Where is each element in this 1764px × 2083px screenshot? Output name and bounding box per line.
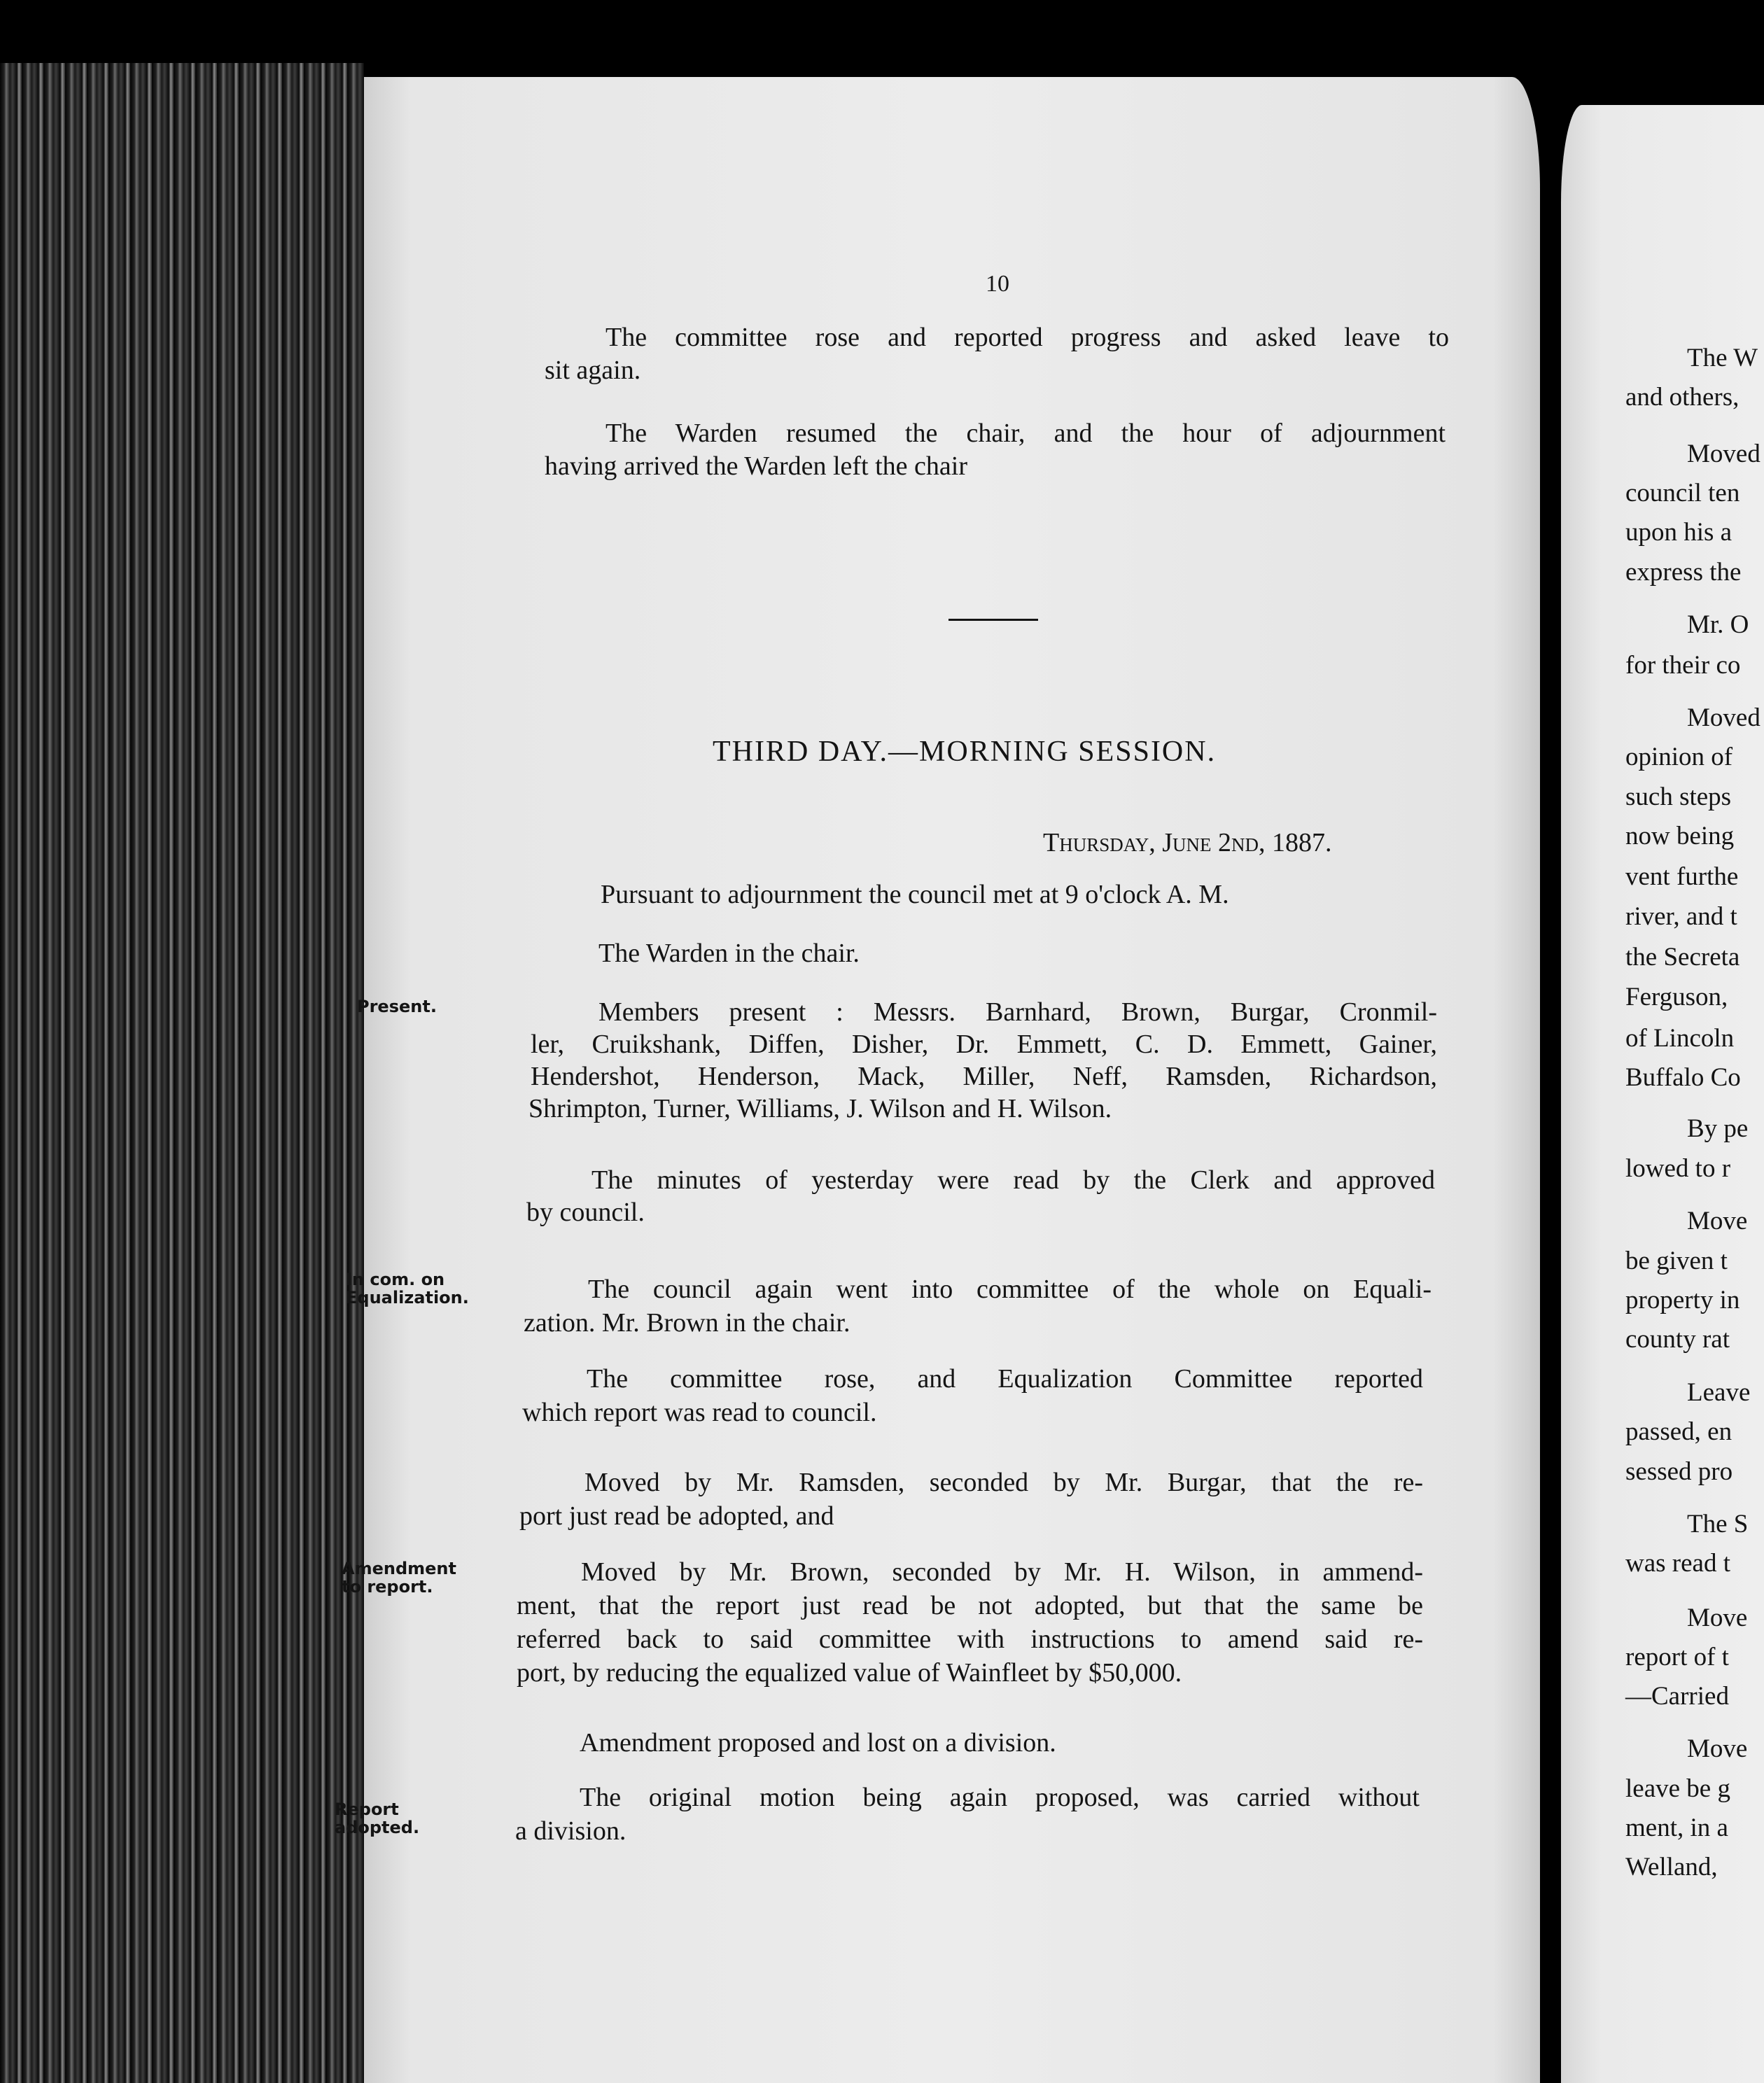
book-edge-pages <box>0 63 364 2083</box>
right-page-line: —Carried <box>1625 1682 1729 1711</box>
right-page-line: opinion of <box>1625 743 1733 771</box>
paragraph-report-read-line-2: which report was read to council. <box>522 1398 877 1427</box>
right-page-line: Welland, <box>1625 1853 1718 1881</box>
paragraph-pursuant: Pursuant to adjournment the council met at 9 o'clock A. M. <box>601 880 1229 909</box>
paragraph-amendment-line-2: ment, that the report just read be not adopted, but that the same be <box>517 1591 1423 1620</box>
section-divider <box>948 619 1038 621</box>
right-page-line: vent furthe <box>1625 862 1739 891</box>
paragraph-equalization-line-2: zation. Mr. Brown in the chair. <box>524 1308 850 1338</box>
paragraph-amendment-lost: Amendment proposed and lost on a division. <box>580 1728 1056 1758</box>
right-page-line: leave be g <box>1625 1774 1730 1803</box>
right-page-line: The S <box>1687 1510 1749 1538</box>
right-page-line: upon his a <box>1625 518 1732 547</box>
paragraph-amendment-line-1: Moved by Mr. Brown, seconded by Mr. H. Wilson, in ammend- <box>581 1557 1423 1587</box>
right-page-line: Moved <box>1687 703 1760 732</box>
right-page-line: ment, in a <box>1625 1814 1728 1842</box>
paragraph-members-line-2: ler, Cruikshank, Diffen, Disher, Dr. Emmett, C. D. Emmett, Gainer, <box>531 1030 1437 1059</box>
right-page-line: of Lincoln <box>1625 1024 1735 1053</box>
right-page-line: the Secreta <box>1625 943 1740 972</box>
right-page-line: and others, <box>1625 383 1740 412</box>
right-page-line: sessed pro <box>1625 1457 1733 1486</box>
right-page-line: Move <box>1687 1604 1748 1632</box>
right-page-line: Move <box>1687 1207 1748 1235</box>
paragraph-amendment-line-3: referred back to said committee with instructions to amend said re- <box>517 1625 1423 1654</box>
paragraph-original-motion-line-2: a division. <box>515 1816 626 1846</box>
margin-note-equalization: In com. on Equalization. <box>346 1270 469 1307</box>
paragraph-original-motion-line-1: The original motion being again proposed, was carried without <box>580 1783 1420 1812</box>
right-page-line: The W <box>1687 344 1758 372</box>
paragraph-amendment-line-4: port, by reducing the equalized value of Wainfleet by $50,000. <box>517 1658 1182 1688</box>
paragraph-minutes-line-2: by council. <box>526 1198 645 1227</box>
right-page-line: now being <box>1625 822 1735 850</box>
margin-note-report-adopted: Report adopted. <box>335 1800 420 1837</box>
right-page-line: Move <box>1687 1734 1748 1763</box>
right-page-line: council ten <box>1625 479 1740 507</box>
paragraph-motion-adopt-line-2: port just read be adopted, and <box>519 1501 834 1531</box>
paragraph-warden-in-chair: The Warden in the chair. <box>598 939 860 968</box>
right-page-line: Leave <box>1687 1378 1751 1407</box>
paragraph-report-read-line-1: The committee rose, and Equalization Committee reported <box>587 1364 1423 1394</box>
paragraph-committee-rose-line-1: The committee rose and reported progress and asked leave to <box>606 323 1449 352</box>
paragraph-warden-resumed-line-1: The Warden resumed the chair, and the hour of adjournment <box>606 419 1446 448</box>
right-page-line: Ferguson, <box>1625 983 1728 1011</box>
paragraph-minutes-line-1: The minutes of yesterday were read by the Clerk and approved <box>592 1165 1435 1195</box>
right-page-line: such steps <box>1625 783 1732 811</box>
right-page-line: was read t <box>1625 1549 1730 1578</box>
page-number: 10 <box>986 271 1009 297</box>
right-page-line: Buffalo Co <box>1625 1063 1741 1092</box>
section-heading: THIRD DAY.—MORNING SESSION. <box>713 736 1217 768</box>
paragraph-members-line-1: Members present : Messrs. Barnhard, Brown, Burgar, Cronmil- <box>598 997 1437 1027</box>
right-page-line: lowed to r <box>1625 1154 1731 1183</box>
right-page-line: for their co <box>1625 651 1741 680</box>
right-page-line: passed, en <box>1625 1417 1732 1446</box>
right-page-line: By pe <box>1687 1114 1749 1143</box>
right-page-line: report of t <box>1625 1643 1729 1671</box>
right-page-line: Mr. O <box>1687 610 1749 639</box>
margin-note-present: Present. <box>357 997 437 1016</box>
right-page-line: express the <box>1625 558 1742 587</box>
right-page-line: property in <box>1625 1286 1740 1314</box>
right-page-line: be given t <box>1625 1247 1728 1275</box>
paragraph-equalization-line-1: The council again went into committee of the whole on Equali- <box>588 1275 1432 1304</box>
paragraph-committee-rose-line-2: sit again. <box>545 356 641 385</box>
right-page-line: river, and t <box>1625 902 1737 931</box>
right-page-line: county rat <box>1625 1325 1730 1354</box>
dateline: Thursday, June 2nd, 1887. <box>1043 828 1332 857</box>
paragraph-warden-resumed-line-2: having arrived the Warden left the chair <box>545 451 967 481</box>
book-gutter <box>1540 70 1561 2083</box>
paragraph-members-line-3: Hendershot, Henderson, Mack, Miller, Neff, Ramsden, Richardson, <box>531 1062 1437 1091</box>
paragraph-members-line-4: Shrimpton, Turner, Williams, J. Wilson and H. Wilson. <box>528 1094 1112 1123</box>
right-page-line: Moved <box>1687 440 1760 468</box>
paragraph-motion-adopt-line-1: Moved by Mr. Ramsden, seconded by Mr. Burgar, that the re- <box>584 1468 1423 1497</box>
margin-note-amendment: Amendment to report. <box>342 1559 456 1597</box>
